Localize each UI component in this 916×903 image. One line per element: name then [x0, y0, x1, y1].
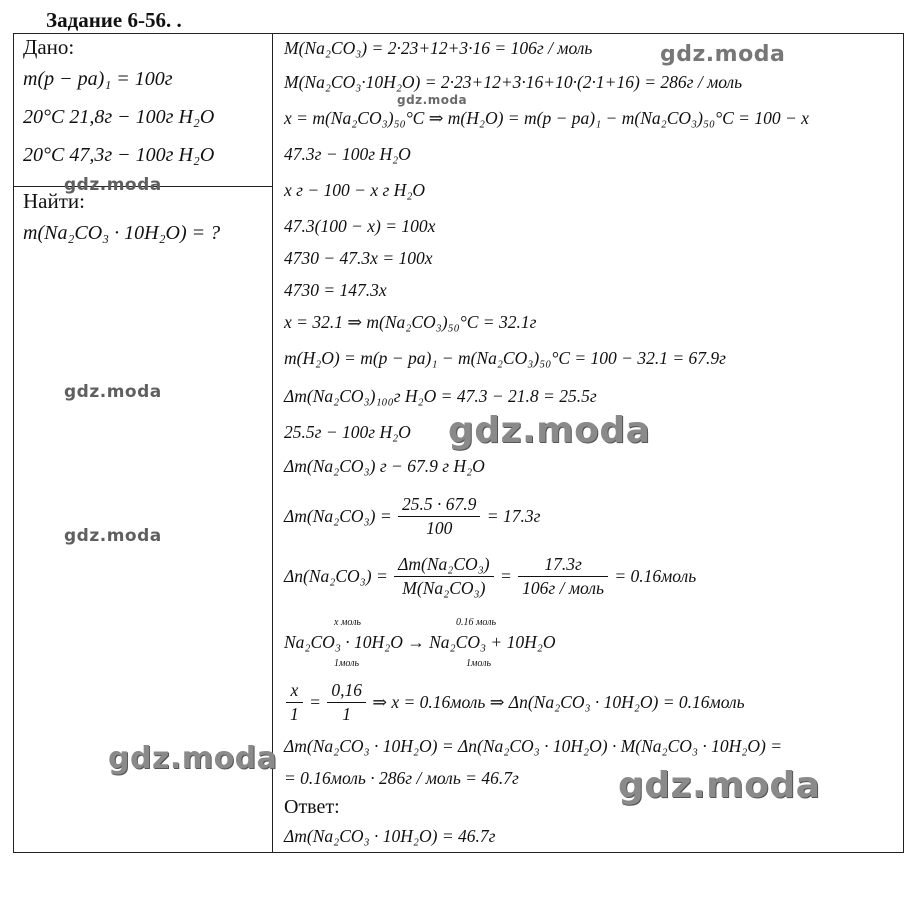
moles-fraction-line — [284, 554, 696, 599]
reaction-note-below: 1моль — [334, 658, 360, 669]
fraction — [327, 680, 366, 725]
watermark: gdz.moda — [397, 93, 468, 107]
fraction-denominator: M(Na₂CO₃) — [402, 578, 486, 598]
fraction-denominator: 1 — [290, 704, 299, 724]
reaction-note-below: 1моль — [466, 658, 492, 669]
watermark: gdz.moda — [64, 382, 162, 402]
fraction — [394, 554, 493, 599]
fraction-denominator: 1 — [342, 704, 351, 724]
final-line: = 0.16моль · 286г / моль = 46.7г — [284, 768, 519, 788]
watermark: gdz.moda — [660, 42, 786, 67]
reaction-note-above: 0.16 моль — [456, 617, 497, 628]
solution-line: x = 32.1 ⇒ m(Na₂CO₃)₅₀°C = 32.1г — [284, 312, 537, 332]
solution-line: m(H₂O) = m(p − pa)₁ − m(Na₂CO₃)₅₀°C = 100 − 32.1 = 67.9г — [284, 348, 726, 368]
find-section — [23, 188, 269, 252]
watermark: gdz.moda — [618, 765, 821, 806]
given-label: Дано: — [23, 35, 75, 59]
solution-line: Δm(Na₂CO₃) г − 67.9 г H₂O — [284, 456, 485, 476]
solution-line: M(Na₂CO₃·10H₂O) = 2·23+12+3·16+10·(2·1+16) = 286г / моль — [284, 72, 743, 92]
fraction-numerator: Δm(Na₂CO₃) — [394, 554, 493, 577]
reaction-equation: Na₂CO₃ · 10H₂O → Na₂CO₃ + 10H₂O — [284, 632, 556, 652]
given-item: 20°C 47,3г − 100г H₂O — [23, 144, 215, 166]
fraction-denominator: 106г / моль — [522, 578, 604, 598]
fraction-rhs: = 0.16моль — [614, 566, 697, 586]
fraction-numerator: 17.3г — [518, 554, 608, 577]
solution-line: Δm(Na₂CO₃)₁₀₀г H₂O = 47.3 − 21.8 = 25.5г — [284, 386, 597, 406]
given-item: 20°C 21,8г − 100г H₂O — [23, 106, 215, 128]
solution-line: x г − 100 − x г H₂O — [284, 180, 426, 200]
given-item: m(p − pa)₁ = 100г — [23, 68, 173, 90]
watermark: gdz.moda — [108, 741, 278, 776]
fraction-numerator: 0,16 — [327, 680, 366, 703]
final-line: Δm(Na₂CO₃ · 10H₂O) = Δn(Na₂CO₃ · 10H₂O) · M(Na₂CO₃ · 10H₂O) = — [284, 736, 782, 756]
find-label: Найти: — [23, 189, 85, 213]
proportion-line: $\frac{x}{1}$ = $\frac{0,16}{1}$ ⇒ x = 0.16моль ⇒ Δn(Na₂CO₃ · 10H₂O) = 0.16моль — [284, 680, 745, 725]
solution-line: 4730 = 147.3x — [284, 280, 387, 300]
answer-value: Δm(Na₂CO₃ · 10H₂O) = 46.7г — [284, 826, 496, 846]
watermark: gdz.moda — [64, 526, 162, 546]
mass-fraction-line — [284, 494, 540, 539]
watermark: gdz.moda — [64, 175, 162, 195]
solution-line: 4730 − 47.3x = 100x — [284, 248, 433, 268]
fraction-numerator: x — [286, 680, 303, 703]
fraction-rhs: = 17.3г — [486, 506, 541, 526]
fraction — [286, 680, 303, 725]
watermark: gdz.moda — [448, 410, 651, 451]
fraction-lhs: Δm(Na₂CO₃) = — [284, 506, 392, 526]
fraction-lhs: Δn(Na₂CO₃) = — [284, 566, 388, 586]
task-title: Задание 6-56. . — [46, 8, 182, 32]
proportion-rest: ⇒ x = 0.16моль ⇒ Δn(Na₂CO₃ · 10H₂O) = 0.16моль — [372, 692, 745, 712]
fraction-numerator: 25.5 · 67.9 — [398, 494, 480, 517]
fraction-denominator: 100 — [426, 518, 453, 538]
solution-line: M(Na₂CO₃) = 2·23+12+3·16 = 106г / моль — [284, 38, 593, 58]
fraction — [398, 494, 480, 539]
reaction-note-above: x моль — [334, 617, 361, 628]
solution-line: 25.5г − 100г H₂O — [284, 422, 411, 442]
given-section — [23, 34, 269, 174]
solution-line: x = m(Na₂CO₃)₅₀°C ⇒ m(H₂O) = m(p − pa)₁ − m(Na₂CO₃)₅₀°C = 100 − x — [284, 108, 809, 128]
find-item: m(Na₂CO₃ · 10H₂O) = ? — [23, 222, 221, 244]
solution-line: 47.3г − 100г H₂O — [284, 144, 411, 164]
solution-line: 47.3(100 − x) = 100x — [284, 216, 436, 236]
answer-label: Ответ: — [284, 796, 340, 818]
equals-sign: = — [499, 566, 512, 586]
fraction — [518, 554, 608, 599]
column-divider — [272, 34, 273, 852]
